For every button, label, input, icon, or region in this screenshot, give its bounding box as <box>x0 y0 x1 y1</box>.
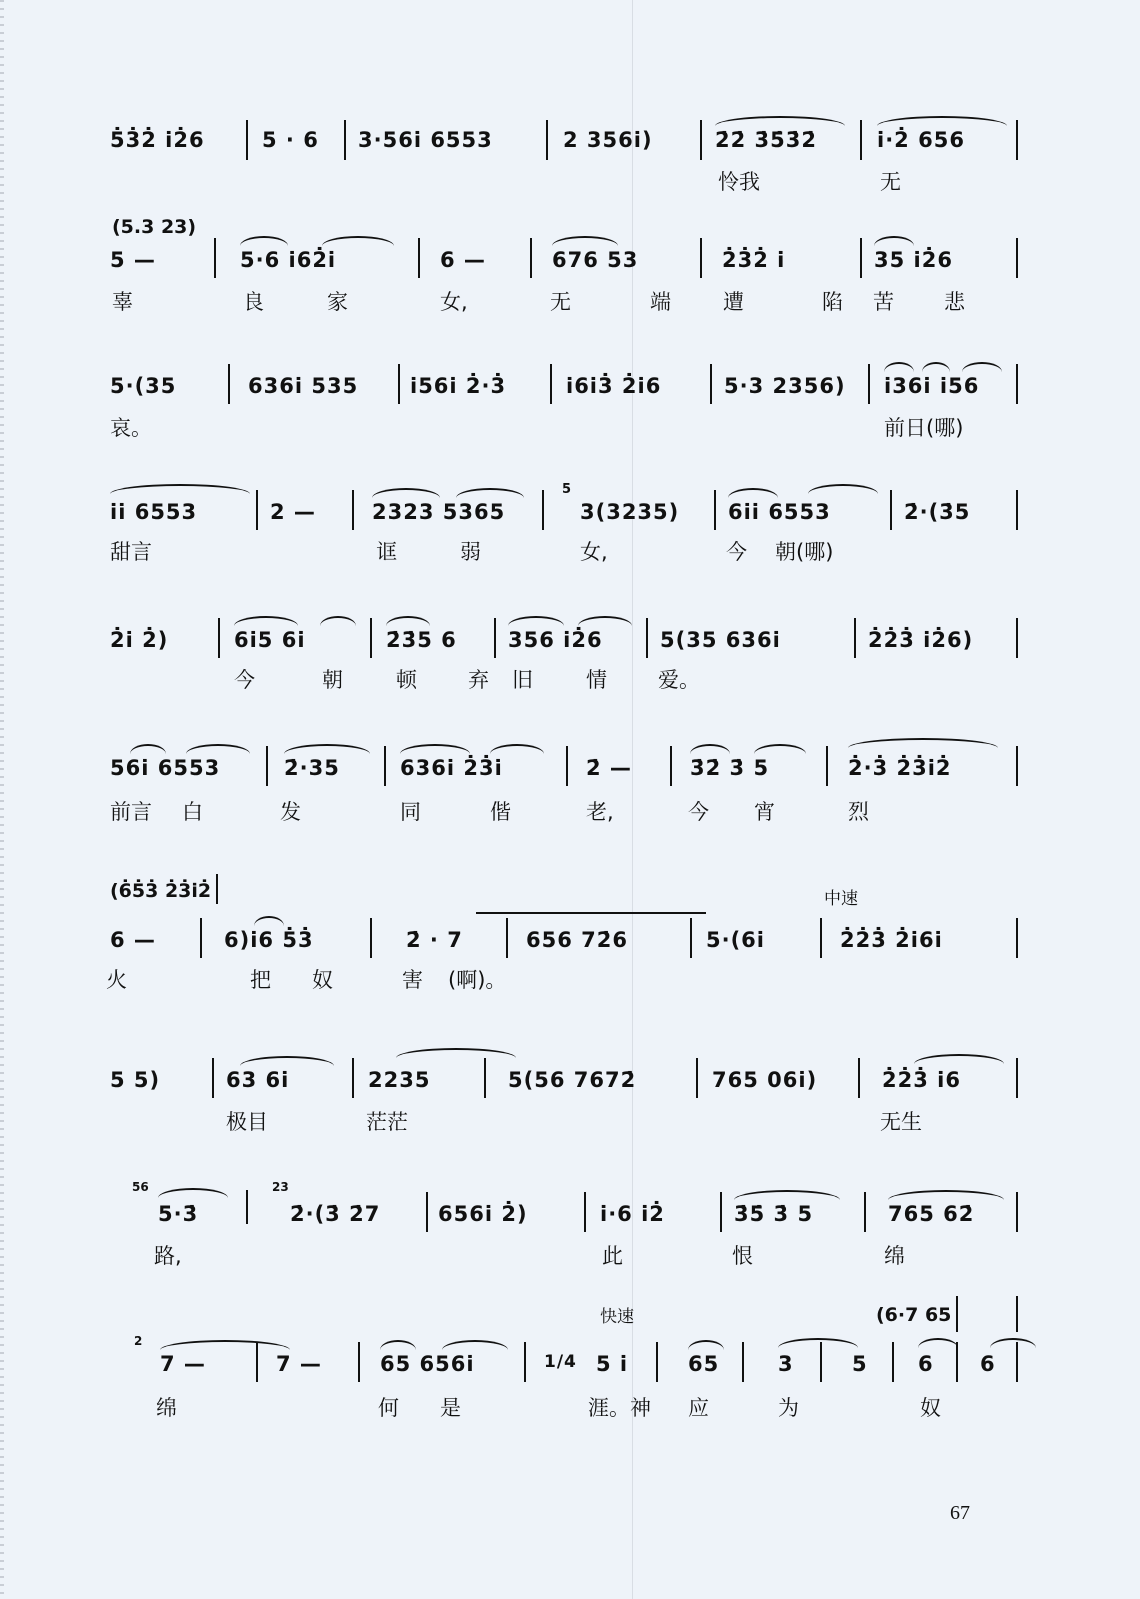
grace-note: 23 <box>272 1180 289 1194</box>
measure-9: 6 <box>980 1352 996 1376</box>
measure-3: 2̇ · 7 <box>406 928 463 952</box>
lyric: 诓 <box>376 540 397 564</box>
lyric: 弃 <box>468 668 489 692</box>
lyric: 苦 <box>873 290 894 314</box>
lyric: 神 <box>630 1396 651 1420</box>
lyric: 为 <box>778 1396 799 1420</box>
measure-1: 56i̇ 6553 <box>110 756 221 780</box>
measure-4: 5 i̇ <box>596 1352 629 1376</box>
measure-3: 3·56i̇ 6553 <box>358 128 493 152</box>
prelude-notes: (5.3 23) <box>112 216 197 238</box>
measure-2: 2 — <box>270 500 316 524</box>
lyric: 顿 <box>396 668 417 692</box>
lyric: 端 <box>650 290 671 314</box>
measure-4: 676 53 <box>552 248 639 272</box>
lyric: 恨 <box>732 1244 753 1268</box>
measure-5: 6i̇i̇ 6553 <box>728 500 831 524</box>
measure-1: i̇i̇ 6553 <box>110 500 198 524</box>
lyric: 遭 <box>723 290 744 314</box>
measure-6: 2̇2̇3̇ i̇2̇6) <box>868 628 974 652</box>
tempo-marking: 快速 <box>600 1307 634 1327</box>
lyric: 朝(哪) <box>775 540 834 564</box>
lyric: 是 <box>440 1396 461 1420</box>
measure-4: 656 72̇6 <box>526 928 628 952</box>
measure-5: 5·(6i̇ <box>706 928 765 952</box>
lyric: 害 <box>402 968 423 992</box>
measure-2: 6)i̇6 5̇3̇ <box>224 928 314 952</box>
measure-2: 5 · 6 <box>262 128 319 152</box>
grace-note: 5 <box>562 482 572 497</box>
measure-1: 5 5) <box>110 1068 161 1092</box>
lyric: 此 <box>602 1244 623 1268</box>
measure-2: 6i̇5 6i̇ <box>234 628 306 652</box>
lyric: 辜 <box>112 290 133 314</box>
measure-1: 6 — <box>110 928 156 952</box>
grace-note: 56 <box>132 1180 149 1194</box>
lyric: 今 <box>234 668 255 692</box>
lyric: 无 <box>550 290 571 314</box>
measure-2: 2̇·35 <box>284 756 340 780</box>
measure-6: 2̇·(3̇5 <box>904 500 971 524</box>
measure-6: 2̇·3̇ 2̇3̇i̇2̇ <box>848 756 952 780</box>
measure-2: 2̇·(3̇ 2̇7 <box>290 1202 381 1226</box>
lyric: 路, <box>154 1244 182 1268</box>
measure-4: i̇6i̇3̇ 2̇i̇6 <box>566 374 662 398</box>
lyric: 良 <box>243 290 264 314</box>
measure-3: i̇56i̇ 2̇·3̇ <box>410 374 507 398</box>
lyric: 今 <box>726 540 747 564</box>
measure-5: 5(35 636i̇ <box>660 628 781 652</box>
measure-2: 5·6 i̇62̇i̇ <box>240 248 337 272</box>
lyric: 陷 <box>822 290 843 314</box>
measure-3: 656i̇ 2̇) <box>438 1202 528 1226</box>
measure-6: 2̇2̇3̇ 2̇i̇6i̇ <box>840 928 943 952</box>
lyric: 甜言 <box>110 540 152 564</box>
measure-1: 2̇i̇ 2̇) <box>110 628 169 652</box>
measure-5: 2̇3̇2̇ i̇ <box>722 248 786 272</box>
measure-2: 63 6i̇ <box>226 1068 290 1092</box>
lyric: 今 <box>688 800 709 824</box>
measure-6: i̇·2̇ 656 <box>877 128 965 152</box>
measure-5: 65 <box>688 1352 720 1376</box>
measure-3: 2235 <box>368 1068 431 1092</box>
lyric: 悲 <box>944 290 965 314</box>
lyric: 把 <box>250 968 271 992</box>
lyric: 怜我 <box>718 170 760 194</box>
measure-5: 3̇2̇ 3̇ 5 <box>690 756 770 780</box>
measure-2: 636i̇ 535 <box>248 374 359 398</box>
measure-4: 3(3235) <box>580 500 680 524</box>
lyric: 发 <box>280 800 301 824</box>
lyric: 奴 <box>920 1396 941 1420</box>
page-number: 67 <box>950 1502 970 1524</box>
measure-7: 5 <box>852 1352 868 1376</box>
lyric: 绵 <box>884 1244 905 1268</box>
lyric: 无生 <box>880 1110 922 1134</box>
measure-5: 765 06i̇) <box>712 1068 818 1092</box>
measure-4: 5(56 7672̇ <box>508 1068 637 1092</box>
prelude-notes: (6̇5̇3̇ 2̇3̇i̇2̇ <box>110 880 212 902</box>
lyric: 无 <box>880 170 901 194</box>
lyric: 女, <box>580 540 608 564</box>
measure-3: 2̇3̇5 6 <box>386 628 457 652</box>
prelude-notes: (6·7 65 <box>876 1304 952 1326</box>
lyric: 前言 <box>110 800 152 824</box>
measure-6: i̇36i̇ i̇56 <box>884 374 980 398</box>
measure-5: 2̇2̇ 3̇5̇3̇2̇ <box>715 128 817 152</box>
measure-8: 6 <box>918 1352 934 1376</box>
measure-4: i̇·6 i̇2̇ <box>600 1202 665 1226</box>
time-signature: 1/4 <box>544 1352 577 1372</box>
lyric: 火 <box>106 968 127 992</box>
measure-5: 5·3 2356) <box>724 374 846 398</box>
lyric: 前日(哪) <box>884 416 964 440</box>
measure-2: 7 — <box>276 1352 322 1376</box>
lyric: 宵 <box>754 800 775 824</box>
lyric: 爱。 <box>658 668 700 692</box>
grace-note: 2 <box>134 1334 143 1348</box>
lyric: 老, <box>586 800 614 824</box>
measure-5: 3̇5̇ 3̇ 5 <box>734 1202 814 1226</box>
measure-1: 5·(35 <box>110 374 177 398</box>
lyric: 女, <box>440 290 468 314</box>
lyric: 应 <box>688 1396 709 1420</box>
measure-6: 765 62̇ <box>888 1202 975 1226</box>
lyric: 涯。 <box>588 1396 630 1420</box>
measure-3: 6 — <box>440 248 486 272</box>
measure-1: 5 — <box>110 248 156 272</box>
lyric: (啊)。 <box>448 968 507 992</box>
measure-1: 7 — <box>160 1352 206 1376</box>
measure-6: 2̇2̇3̇ i̇6 <box>882 1068 961 1092</box>
lyric: 何 <box>378 1396 399 1420</box>
measure-6: 35 i̇2̇6 <box>874 248 953 272</box>
measure-4: 2 356i̇) <box>563 128 653 152</box>
lyric: 同 <box>400 800 421 824</box>
measure-1: 5̇3̇2̇ i̇2̇6 <box>110 128 205 152</box>
tempo-marking: 中速 <box>824 889 858 909</box>
measure-3: 2323 5365 <box>372 500 506 524</box>
lyric: 偕 <box>490 800 511 824</box>
measure-6: 3 <box>778 1352 794 1376</box>
lyric: 绵 <box>156 1396 177 1420</box>
lyric: 情 <box>586 668 607 692</box>
measure-1: 5·3̇ <box>158 1202 199 1226</box>
measure-4: 2̇ — <box>586 756 632 780</box>
lyric: 极目 <box>226 1110 268 1134</box>
lyric: 哀。 <box>110 416 152 440</box>
lyric: 弱 <box>460 540 481 564</box>
lyric: 烈 <box>848 800 869 824</box>
lyric: 奴 <box>312 968 333 992</box>
measure-3: 636i̇ 2̇3̇i̇ <box>400 756 503 780</box>
measure-3: 65 656i̇ <box>380 1352 475 1376</box>
measure-4: 356 i̇2̇6 <box>508 628 603 652</box>
lyric: 朝 <box>322 668 343 692</box>
lyric: 旧 <box>512 668 533 692</box>
lyric: 茫茫 <box>366 1110 408 1134</box>
lyric: 家 <box>327 290 348 314</box>
lyric: 白 <box>182 800 203 824</box>
